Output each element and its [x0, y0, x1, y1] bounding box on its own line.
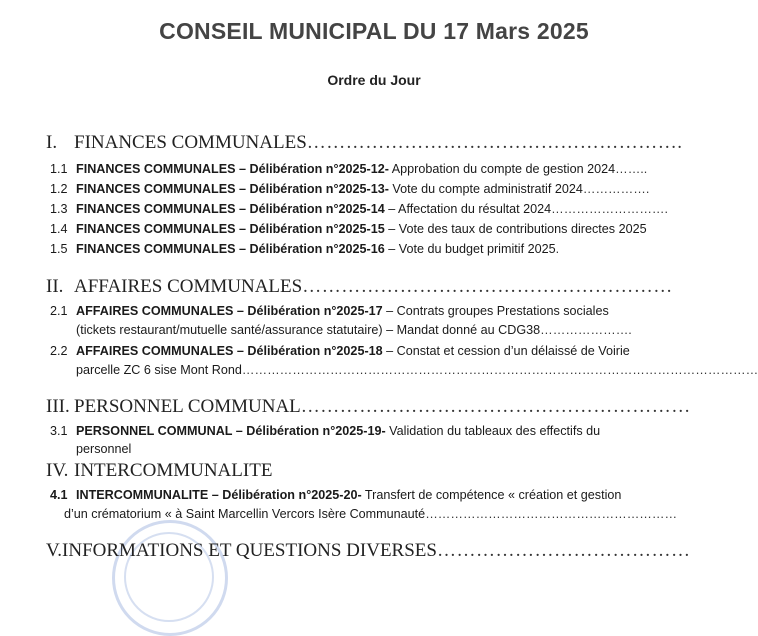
list-item [50, 344, 710, 358]
item-text: – Vote du budget primitif 2025 [384, 242, 556, 256]
item-text: – Affectation du résultat 2024 [384, 202, 552, 216]
section-number: II. [46, 276, 64, 297]
item-continuation: (tickets restaurant/mutuelle santé/assurance statutaire) – Mandat donné au CDG38…………………. [76, 323, 632, 337]
item-number: 1.2 [50, 182, 68, 196]
item-title: FINANCES COMMUNALES – Délibération n°2025-14 [76, 202, 385, 216]
page-title: CONSEIL MUNICIPAL DU 17 Mars 2025 [159, 18, 589, 44]
section-label: FINANCES COMMUNALES [74, 132, 307, 153]
item-number: 1.1 [50, 162, 68, 176]
section-finances: I. FINANCES COMMUNALES…………………………………………………. [46, 132, 683, 153]
item-text: Vote du compte administratif 2024 [388, 182, 583, 196]
item-title: FINANCES COMMUNALES – Délibération n°2025-12- [76, 162, 389, 176]
item-continuation: d’un crématorium « à Saint Marcellin Vercors Isère Communauté…………………………………………………… [64, 507, 678, 521]
item-text: Approbation du compte de gestion 2024 [388, 162, 616, 176]
page-subtitle: Ordre du Jour [327, 72, 421, 88]
item-number: 1.3 [50, 202, 68, 216]
item-text: Transfert de compétence « création et gestion [361, 488, 622, 502]
item-number: 2.2 [50, 344, 68, 358]
item-text: – Contrats groupes Prestations sociales [382, 304, 609, 318]
list-item: 1.1 FINANCES COMMUNALES – Délibération n°2025-12- Approbation du compte de gestion 2024…….. [50, 162, 648, 176]
item-title: AFFAIRES COMMUNALES – Délibération n°2025-18 [76, 344, 383, 358]
section-number: V. [46, 540, 63, 561]
item-title: FINANCES COMMUNALES – Délibération n°2025-13- [76, 182, 389, 196]
section-intercommunalite [46, 460, 446, 482]
list-item [50, 304, 710, 318]
item-text: Validation du tableaux des effectifs du [385, 424, 601, 438]
section-label: INTERCOMMUNALITE [74, 460, 273, 481]
section-label: INFORMATIONS ET QUESTIONS DIVERSES [62, 540, 437, 561]
list-item: 1.2 FINANCES COMMUNALES – Délibération n°2025-13- Vote du compte administratif 2024……………. [50, 182, 650, 196]
item-number: 1.5 [50, 242, 68, 256]
item-number: 4.1 [50, 488, 68, 502]
list-item [50, 424, 710, 438]
section-affaires: II. AFFAIRES COMMUNALES………………………………………………… [46, 276, 673, 297]
item-continuation: parcelle ZC 6 sise Mont Rond…………………………………………………………………………………………………………… [76, 363, 758, 377]
list-item [50, 488, 710, 502]
item-title: FINANCES COMMUNALES – Délibération n°2025-15 [76, 222, 385, 236]
item-title: AFFAIRES COMMUNALES – Délibération n°2025-17 [76, 304, 383, 318]
item-number: 3.1 [50, 424, 68, 438]
item-number: 2.1 [50, 304, 68, 318]
list-item [50, 222, 720, 236]
section-label: AFFAIRES COMMUNALES [74, 276, 303, 297]
section-personnel: III. PERSONNEL COMMUNAL…………………………………………………… [46, 396, 691, 417]
item-text: – Vote des taux de contributions directes 2025 [384, 222, 647, 236]
item-title: INTERCOMMUNALITE – Délibération n°2025-20- [76, 488, 362, 502]
item-number: 1.4 [50, 222, 68, 236]
list-item: 1.5 FINANCES COMMUNALES – Délibération n°2025-16 – Vote du budget primitif 2025. [50, 242, 560, 256]
item-continuation: personnel [76, 442, 132, 456]
section-number: IV. [46, 460, 69, 481]
list-item: 1.3 FINANCES COMMUNALES – Délibération n°2025-14 – Affectation du résultat 2024………………………. [50, 202, 668, 216]
section-informations: V.INFORMATIONS ET QUESTIONS DIVERSES………………………………… [46, 540, 691, 561]
item-text: – Constat et cession d’un délaissé de Voirie [382, 344, 630, 358]
section-number: I. [46, 132, 58, 153]
item-title: FINANCES COMMUNALES – Délibération n°2025-16 [76, 242, 385, 256]
section-number: III. [46, 396, 70, 417]
item-title: PERSONNEL COMMUNAL – Délibération n°2025-19- [76, 424, 386, 438]
section-label: PERSONNEL COMMUNAL [74, 396, 301, 417]
